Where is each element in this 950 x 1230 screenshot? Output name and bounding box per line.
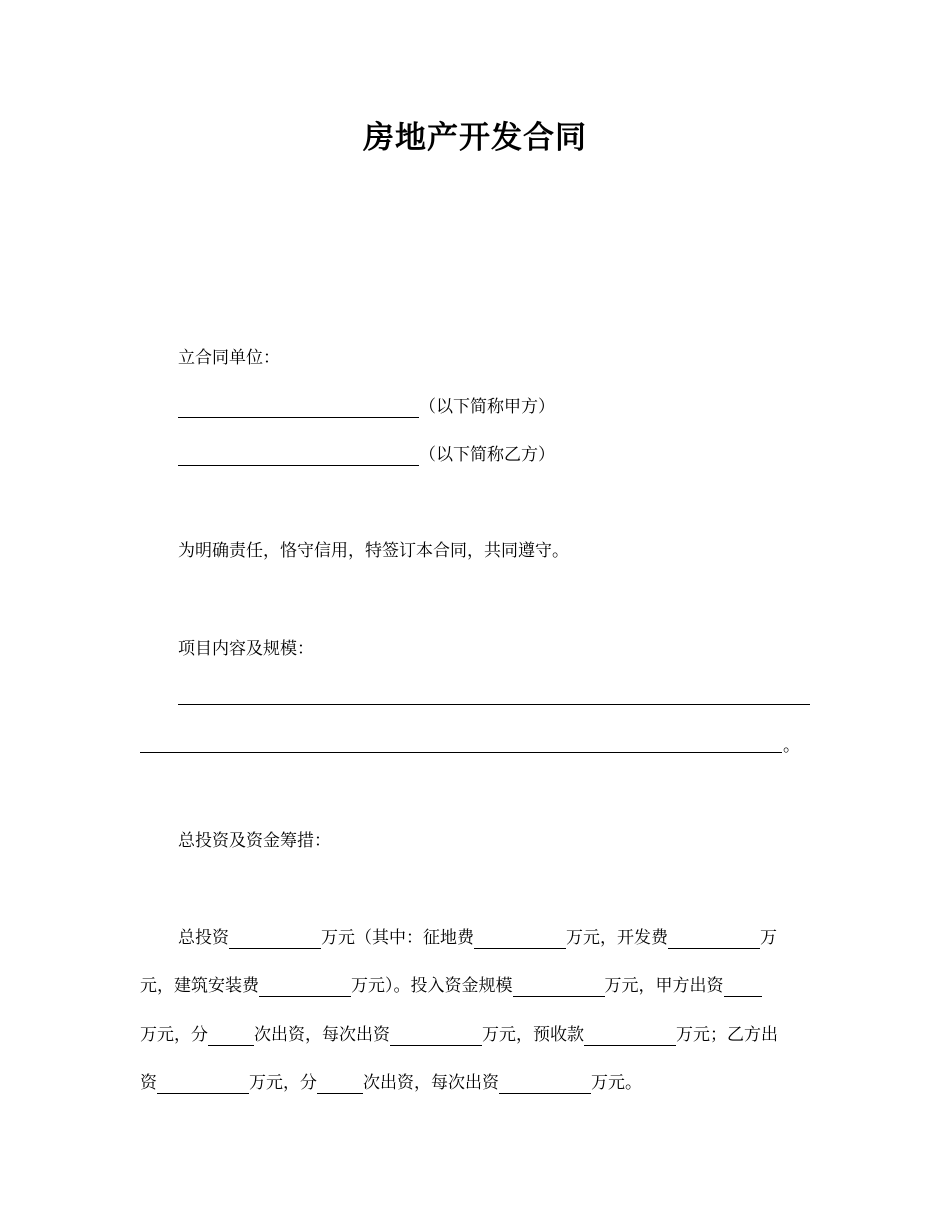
blank-prepayment[interactable] bbox=[584, 1027, 676, 1046]
blank-installments-b[interactable] bbox=[317, 1075, 363, 1094]
text-prepayment: 万元，预收款 bbox=[482, 1025, 584, 1045]
text-fund-scale: 万元）。投入资金规模 bbox=[351, 976, 513, 996]
blank-installments-a[interactable] bbox=[208, 1027, 254, 1046]
party-a-suffix: （以下简称甲方） bbox=[419, 397, 555, 417]
investment-line-3 bbox=[140, 1024, 778, 1046]
party-b-suffix: （以下简称乙方） bbox=[419, 445, 555, 465]
text-each-invest-b: 次出资，每次出资 bbox=[363, 1073, 499, 1093]
text-construction-fee: 元，建筑安装费 bbox=[140, 976, 259, 996]
parties-heading: 立合同单位： bbox=[178, 348, 280, 368]
text-total-investment: 总投资 bbox=[178, 928, 229, 948]
investment-line-4 bbox=[140, 1072, 642, 1094]
project-blank-line-2[interactable] bbox=[140, 752, 782, 753]
party-b-line bbox=[178, 444, 555, 466]
project-heading: 项目内容及规模： bbox=[178, 639, 314, 659]
text-invest: 资 bbox=[140, 1073, 157, 1093]
blank-development-fee[interactable] bbox=[668, 930, 760, 949]
text-wan-end: 万元。 bbox=[591, 1073, 642, 1093]
blank-each-invest-a[interactable] bbox=[390, 1027, 482, 1046]
party-a-blank[interactable] bbox=[178, 399, 419, 418]
preamble-text: 为明确责任，恪守信用，特签订本合同，共同遵守。 bbox=[178, 541, 569, 561]
blank-fund-scale[interactable] bbox=[513, 978, 605, 997]
blank-construction-fee[interactable] bbox=[259, 978, 351, 997]
text-wan-1: 万 bbox=[760, 928, 777, 948]
text-development-fee: 万元，开发费 bbox=[566, 928, 668, 948]
investment-line-2 bbox=[140, 975, 762, 997]
party-b-blank[interactable] bbox=[178, 447, 419, 466]
project-end-mark: 。 bbox=[783, 736, 800, 756]
text-installments-a: 万元，分 bbox=[140, 1025, 208, 1045]
document-title: 房地产开发合同 bbox=[363, 120, 587, 156]
text-party-b-invest: 万元；乙方出 bbox=[676, 1025, 778, 1045]
blank-party-b-invest[interactable] bbox=[157, 1075, 249, 1094]
blank-party-a-invest[interactable] bbox=[724, 978, 762, 997]
blank-each-invest-b[interactable] bbox=[499, 1075, 591, 1094]
blank-total-investment[interactable] bbox=[229, 930, 321, 949]
project-blank-line-1[interactable] bbox=[178, 704, 810, 705]
investment-heading: 总投资及资金筹措： bbox=[178, 831, 331, 851]
party-a-line bbox=[178, 396, 555, 418]
text-party-a-invest: 万元，甲方出资 bbox=[604, 976, 724, 996]
investment-line-1 bbox=[178, 927, 777, 949]
blank-land-fee[interactable] bbox=[474, 930, 566, 949]
text-installments-b: 万元，分 bbox=[249, 1073, 317, 1093]
text-each-invest-a: 次出资，每次出资 bbox=[254, 1025, 390, 1045]
text-land-fee: 万元（其中：征地费 bbox=[321, 928, 474, 948]
